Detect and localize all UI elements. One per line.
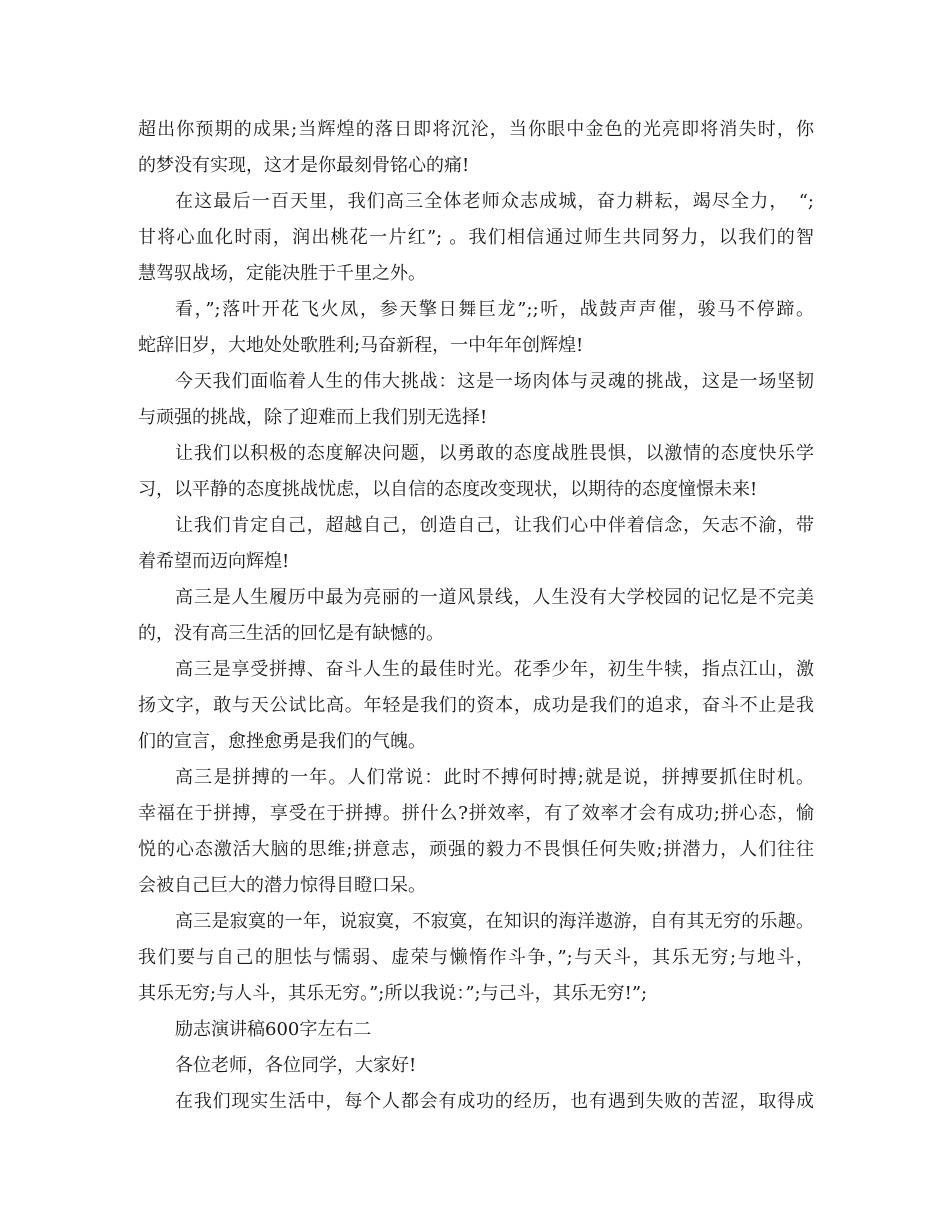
document-page [138,112,814,1120]
text-line: 悦的心态激活大脑的思维;拼意志，顽强的毅力不畏惧任何失败;拼潜力，人们往往 [138,839,814,860]
text-line: 高三是寂寞的一年，说寂寞，不寂寞，在知识的海洋遨游，自有其无穷的乐趣。 [175,911,814,932]
text-line: 甘将心血化时雨，润出桃花一片红”; 。我们相信通过师生共同努力，以我们的智 [138,227,814,248]
text-line: 幸福在于拼搏，享受在于拼搏。拼什么?拼效率，有了效率才会有成功;拼心态，愉 [138,803,814,824]
text-line: 高三是拼搏的一年。人们常说：此时不搏何时搏;就是说，拼搏要抓住时机。 [175,767,814,788]
text-line: 在这最后一百天里，我们高三全体老师众志成城，奋力耕耘，竭尽全力， “; [175,191,814,212]
text-line: 看，”;落叶开花飞火凤，参天擎日舞巨龙”;;听，战鼓声声催，骏马不停蹄。 [175,299,814,320]
text-line: 让我们肯定自己，超越自己，创造自己，让我们心中伴着信念，矢志不渝，带 [175,515,814,536]
text-line: 蛇辞旧岁，大地处处歌胜利;马奋新程，一中年年创辉煌! [138,335,584,356]
text-line: 其乐无穷;与人斗，其乐无穷。”;所以我说：”;与己斗，其乐无穷!”; [138,983,648,1004]
text-line: 在我们现实生活中，每个人都会有成功的经历，也有遇到失败的苦涩，取得成 [175,1091,814,1112]
text-line: 的，没有高三生活的回忆是有缺憾的。 [138,623,444,644]
text-line: 励志演讲稿600字左右二 [175,1019,372,1040]
text-line: 会被自己巨大的潜力惊得目瞪口呆。 [138,875,426,896]
text-line: 慧驾驭战场，定能决胜于千里之外。 [138,263,426,284]
text-line: 高三是享受拼搏、奋斗人生的最佳时光。花季少年，初生牛犊，指点江山，激 [175,659,814,680]
text-line: 今天我们面临着人生的伟大挑战：这是一场肉体与灵魂的挑战，这是一场坚韧 [175,371,814,392]
text-line: 们的宣言，愈挫愈勇是我们的气魄。 [138,731,426,752]
text-line: 高三是人生履历中最为亮丽的一道风景线，人生没有大学校园的记忆是不完美 [175,587,814,608]
text-line: 超出你预期的成果;当辉煌的落日即将沉沦，当你眼中金色的光亮即将消失时，你 [138,119,814,140]
text-line: 与顽强的挑战，除了迎难而上我们别无选择! [138,407,488,428]
text-line: 扬文字，敢与天公试比高。年轻是我们的资本，成功是我们的追求，奋斗不止是我 [138,695,814,716]
text-line: 让我们以积极的态度解决问题，以勇敢的态度战胜畏惧，以激情的态度快乐学 [175,443,814,464]
text-line: 我们要与自己的胆怯与懦弱、虚荣与懒惰作斗争，”;与天斗，其乐无穷;与地斗， [138,947,814,968]
text-line: 各位老师，各位同学，大家好! [175,1055,417,1076]
text-line: 着希望而迈向辉煌! [138,551,290,572]
text-line: 的梦没有实现，这才是你最刻骨铭心的痛! [138,155,470,176]
text-line: 习，以平静的态度挑战忧虑，以自信的态度改变现状，以期待的态度憧憬未来! [138,479,758,500]
